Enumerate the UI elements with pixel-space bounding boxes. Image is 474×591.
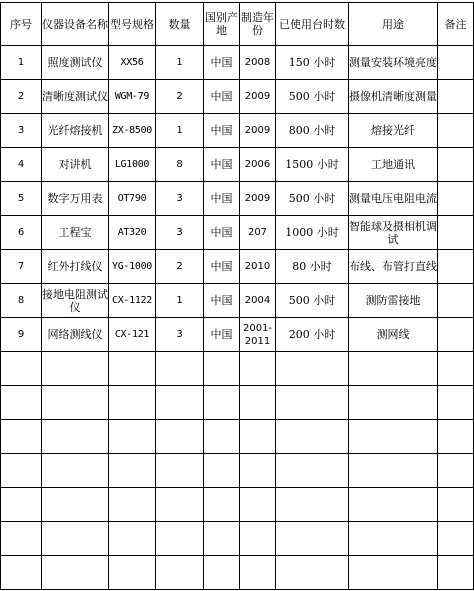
cell-name [42,522,109,556]
cell-year: 2004 [240,284,276,318]
cell-remark [438,284,474,318]
cell-qty [156,454,204,488]
cell-usage [349,488,438,522]
header-model: 型号规格 [109,3,156,46]
cell-qty: 1 [156,46,204,80]
cell-model [109,352,156,386]
cell-year [240,386,276,420]
cell-year [240,420,276,454]
cell-usage [349,386,438,420]
cell-name [42,352,109,386]
table-row [1,114,474,148]
cell-hours: 800 小时 [276,114,349,148]
cell-qty: 2 [156,250,204,284]
header-index: 序号 [1,3,42,46]
cell-usage [349,420,438,454]
header-name: 仪器设备名称 [42,3,109,46]
cell-origin: 中国 [204,114,240,148]
cell-usage: 测量安装环境亮度 [349,46,438,80]
table-row [1,454,474,488]
cell-year: 207 [240,216,276,250]
equipment-table [0,2,474,590]
cell-name: 接地电阻测试仪 [42,284,109,318]
cell-origin [204,420,240,454]
cell-origin: 中国 [204,182,240,216]
table-row [1,46,474,80]
cell-year: 2009 [240,114,276,148]
cell-origin [204,352,240,386]
cell-index: 9 [1,318,42,352]
table-row [1,352,474,386]
cell-qty [156,420,204,454]
cell-qty: 3 [156,318,204,352]
cell-index: 1 [1,46,42,80]
table-row [1,556,474,590]
cell-hours: 200 小时 [276,318,349,352]
cell-hours [276,454,349,488]
cell-hours: 500 小时 [276,182,349,216]
cell-hours [276,420,349,454]
cell-remark [438,80,474,114]
cell-name [42,454,109,488]
cell-hours: 500 小时 [276,284,349,318]
cell-origin: 中国 [204,46,240,80]
cell-year: 2006 [240,148,276,182]
table-row [1,318,474,352]
cell-remark [438,46,474,80]
cell-remark [438,556,474,590]
cell-index [1,352,42,386]
cell-index: 8 [1,284,42,318]
cell-qty [156,352,204,386]
cell-origin: 中国 [204,216,240,250]
cell-name [42,386,109,420]
cell-index [1,420,42,454]
cell-year [240,454,276,488]
cell-index [1,522,42,556]
table-row [1,488,474,522]
cell-usage: 测防雷接地 [349,284,438,318]
cell-qty: 8 [156,148,204,182]
cell-remark [438,454,474,488]
cell-index [1,454,42,488]
cell-usage: 测量电压电阻电流 [349,182,438,216]
table-row [1,80,474,114]
cell-index: 7 [1,250,42,284]
cell-remark [438,148,474,182]
cell-year [240,488,276,522]
cell-index [1,556,42,590]
header-qty: 数量 [156,3,204,46]
header-hours: 已使用台时数 [276,3,349,46]
cell-model: CX-1122 [109,284,156,318]
cell-model [109,556,156,590]
table-row [1,420,474,454]
cell-usage: 工地通讯 [349,148,438,182]
cell-model: XX56 [109,46,156,80]
cell-model [109,454,156,488]
cell-name: 数字万用表 [42,182,109,216]
cell-hours [276,386,349,420]
cell-remark [438,114,474,148]
cell-year: 2008 [240,46,276,80]
cell-origin: 中国 [204,318,240,352]
cell-hours [276,352,349,386]
cell-remark [438,318,474,352]
cell-usage: 智能球及摄相机调试 [349,216,438,250]
table-row [1,182,474,216]
cell-qty [156,488,204,522]
cell-name [42,488,109,522]
cell-year [240,522,276,556]
cell-model: YG-1000 [109,250,156,284]
cell-remark [438,386,474,420]
cell-origin: 中国 [204,80,240,114]
cell-origin [204,386,240,420]
cell-year: 2009 [240,182,276,216]
cell-name: 清晰度测试仪 [42,80,109,114]
cell-model: AT320 [109,216,156,250]
cell-index: 4 [1,148,42,182]
cell-model: CX-121 [109,318,156,352]
cell-index: 6 [1,216,42,250]
cell-usage: 熔接光纤 [349,114,438,148]
cell-origin [204,454,240,488]
cell-remark [438,420,474,454]
cell-model: LG1000 [109,148,156,182]
cell-year: 2009 [240,80,276,114]
cell-origin: 中国 [204,250,240,284]
cell-year: 2001-2011 [240,318,276,352]
cell-year [240,556,276,590]
cell-model [109,386,156,420]
cell-hours: 1000 小时 [276,216,349,250]
cell-name: 对讲机 [42,148,109,182]
table-row [1,386,474,420]
cell-usage [349,352,438,386]
cell-index [1,386,42,420]
table-row [1,250,474,284]
cell-name: 照度测试仪 [42,46,109,80]
table-body [1,46,474,590]
cell-remark [438,488,474,522]
cell-hours: 150 小时 [276,46,349,80]
cell-qty: 1 [156,114,204,148]
cell-usage: 测网线 [349,318,438,352]
cell-qty [156,386,204,420]
cell-origin [204,488,240,522]
cell-name [42,420,109,454]
cell-model [109,522,156,556]
cell-model [109,488,156,522]
cell-name [42,556,109,590]
cell-index [1,488,42,522]
cell-name: 网络测线仪 [42,318,109,352]
cell-remark [438,216,474,250]
header-usage: 用途 [349,3,438,46]
cell-hours [276,522,349,556]
cell-index: 5 [1,182,42,216]
cell-qty [156,556,204,590]
cell-hours: 500 小时 [276,80,349,114]
cell-hours: 1500 小时 [276,148,349,182]
cell-origin [204,522,240,556]
cell-name: 工程宝 [42,216,109,250]
cell-year: 2010 [240,250,276,284]
cell-remark [438,522,474,556]
table-header-row [1,3,474,46]
cell-year [240,352,276,386]
cell-qty: 3 [156,216,204,250]
cell-index: 2 [1,80,42,114]
cell-model [109,420,156,454]
header-origin: 国别产地 [204,3,240,46]
cell-name: 红外打线仪 [42,250,109,284]
cell-model: ZX-8500 [109,114,156,148]
table-row [1,216,474,250]
cell-qty: 1 [156,284,204,318]
cell-qty: 3 [156,182,204,216]
cell-model: WGM-79 [109,80,156,114]
cell-hours: 80 小时 [276,250,349,284]
cell-hours [276,488,349,522]
cell-remark [438,250,474,284]
cell-usage [349,454,438,488]
cell-model: OT790 [109,182,156,216]
table-row [1,284,474,318]
header-year: 制造年份 [240,3,276,46]
cell-origin: 中国 [204,284,240,318]
cell-usage [349,556,438,590]
cell-name: 光纤熔接机 [42,114,109,148]
cell-remark [438,352,474,386]
header-remark: 备注 [438,3,474,46]
cell-origin: 中国 [204,148,240,182]
cell-hours [276,556,349,590]
cell-remark [438,182,474,216]
cell-usage: 摄像机清晰度测量 [349,80,438,114]
cell-origin [204,556,240,590]
cell-qty [156,522,204,556]
cell-qty: 2 [156,80,204,114]
cell-usage [349,522,438,556]
cell-index: 3 [1,114,42,148]
table-row [1,522,474,556]
cell-usage: 布线、布管打直线 [349,250,438,284]
table-row [1,148,474,182]
